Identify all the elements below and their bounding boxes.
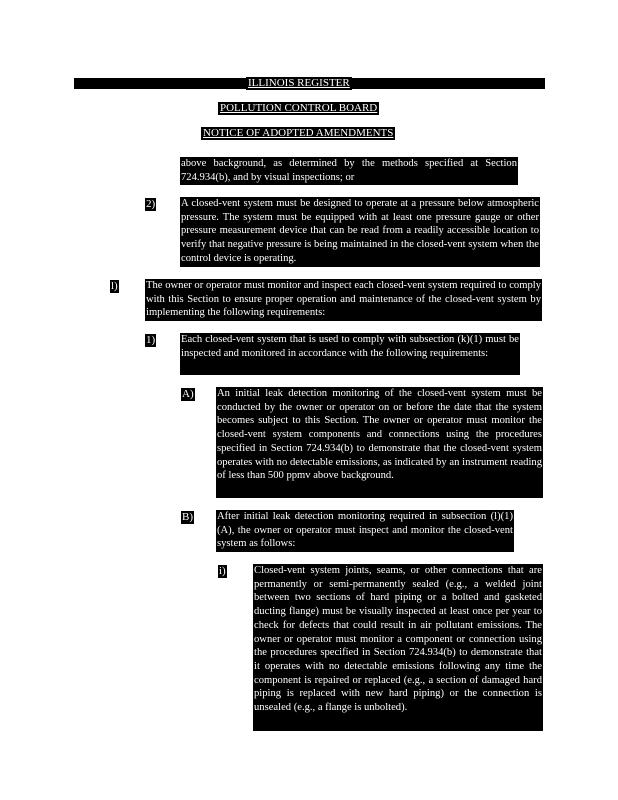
item-2-label: 2)	[146, 198, 156, 210]
continuation-paragraph: above background, as determined by the methods specified at Section 724.934(b), and by visual inspections; or	[180, 157, 518, 185]
item-b-paragraph: After initial leak detection monitoring required in subsection (l)(1)(A), the owner or operator must inspect and monitor the closed-vent system as follows:	[216, 510, 514, 552]
section-l-label: l)	[111, 280, 118, 292]
notice-title: NOTICE OF ADOPTED AMENDMENTS	[203, 127, 394, 139]
item-1-label: 1)	[146, 334, 156, 346]
item-1-paragraph: Each closed-vent system that is used to comply with subsection (k)(1) must be inspected and monitored in accordance with the following requirements:	[180, 333, 520, 375]
item-i-paragraph: Closed-vent system joints, seams, or other connections that are permanently or semi-permanently sealed (e.g., a welded joint between two sections of hard piping or a bolted and gasketed ducting flange) must be visually inspected at least once per year to check for defects that could result in air pollutant emissions. The owner or operator must monitor a component or connection using the procedures specified in Section 724.934(b) to demonstrate that it operates with no detectable emissions following any time the component is repaired or replaced (e.g., a section of damaged hard piping is replaced with new hard piping) or the connection is unsealed (e.g., a flange is unbolted).	[253, 564, 543, 731]
section-l-paragraph: The owner or operator must monitor and inspect each closed-vent system required to comply with this Section to ensure proper operation and maintenance of the closed-vent system by implementing the following requirements:	[145, 279, 542, 321]
register-title: ILLINOIS REGISTER	[248, 77, 350, 89]
item-b-label: B)	[182, 511, 193, 523]
item-2-paragraph: A closed-vent system must be designed to operate at a pressure below atmospheric pressure. The system must be equipped with at least one pressure gauge or other pressure measurement device that can be read from a readily accessible location to verify that negative pressure is being maintained in the closed-vent system when the control device is operating.	[180, 197, 540, 267]
board-title: POLLUTION CONTROL BOARD	[220, 102, 378, 114]
item-i-label: i)	[219, 565, 226, 577]
item-a-paragraph: An initial leak detection monitoring of the closed-vent system must be conducted by the owner or operator on or before the date that the system becomes subject to this Section. The owner or operator must monitor the closed-vent system components and connections using the procedures specified in Section 724.934(b) to demonstrate that the closed-vent system operates with no detectable emissions, as indicated by an instrument reading of less than 500 ppmv above background.	[216, 387, 543, 498]
item-a-label: A)	[182, 388, 194, 400]
